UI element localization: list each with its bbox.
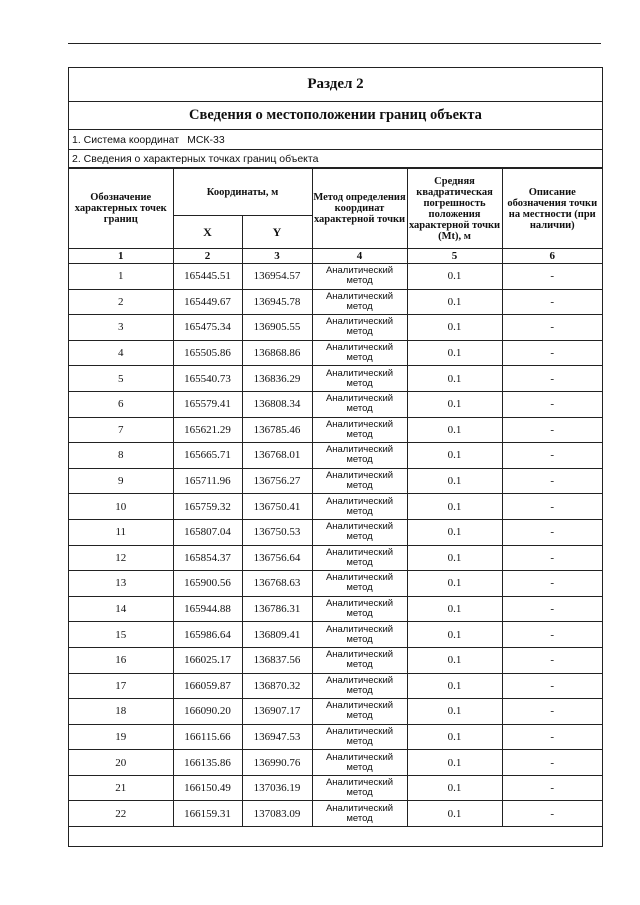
coord-x: 165449.67 xyxy=(173,289,242,315)
method-line: метод xyxy=(346,300,373,312)
point-number: 13 xyxy=(69,571,173,597)
method-line: Аналитический xyxy=(325,777,394,789)
coord-x: 166090.20 xyxy=(173,699,242,725)
blank-cell xyxy=(69,827,602,847)
method-cell xyxy=(312,264,407,290)
column-number: 4 xyxy=(312,249,407,264)
point-number: 9 xyxy=(69,468,173,494)
point-description: - xyxy=(502,647,602,673)
table-row xyxy=(69,340,602,366)
accuracy-mt: 0.1 xyxy=(407,289,502,315)
table-row xyxy=(69,417,602,443)
coord-x: 165579.41 xyxy=(173,391,242,417)
coord-y: 136809.41 xyxy=(242,622,312,648)
point-number: 12 xyxy=(69,545,173,571)
method-line: Аналитический xyxy=(325,725,394,737)
point-number: 20 xyxy=(69,750,173,776)
accuracy-mt: 0.1 xyxy=(407,417,502,443)
coord-x: 166135.86 xyxy=(173,750,242,776)
method-cell xyxy=(312,545,407,571)
table-row xyxy=(69,494,602,520)
point-description: - xyxy=(502,724,602,750)
accuracy-mt: 0.1 xyxy=(407,443,502,469)
method-cell xyxy=(312,391,407,417)
coord-system-line xyxy=(69,130,602,150)
coord-x: 166150.49 xyxy=(173,775,242,801)
method-line: Аналитический xyxy=(325,674,394,686)
accuracy-mt: 0.1 xyxy=(407,724,502,750)
point-description: - xyxy=(502,519,602,545)
method-cell xyxy=(312,417,407,443)
coord-y: 136947.53 xyxy=(242,724,312,750)
point-number: 3 xyxy=(69,315,173,341)
method-cell xyxy=(312,366,407,392)
coord-x: 165540.73 xyxy=(173,366,242,392)
coord-y: 136750.53 xyxy=(242,519,312,545)
document-frame xyxy=(68,67,603,847)
accuracy-mt: 0.1 xyxy=(407,519,502,545)
table-row xyxy=(69,622,602,648)
method-line: Аналитический xyxy=(325,342,394,354)
method-line: Аналитический xyxy=(325,444,394,456)
coord-x: 166159.31 xyxy=(173,801,242,827)
table-row xyxy=(69,673,602,699)
point-description: - xyxy=(502,673,602,699)
point-number: 14 xyxy=(69,596,173,622)
method-line: метод xyxy=(346,428,373,440)
table-row xyxy=(69,724,602,750)
point-description: - xyxy=(502,699,602,725)
header-description: Описание обозначения точки на местности (при наличии) xyxy=(502,169,602,249)
table-row xyxy=(69,775,602,801)
coord-system-value: МСК-33 xyxy=(187,133,225,146)
accuracy-mt: 0.1 xyxy=(407,673,502,699)
method-line: Аналитический xyxy=(325,572,394,584)
method-cell xyxy=(312,494,407,520)
coord-x: 165711.96 xyxy=(173,468,242,494)
point-number: 10 xyxy=(69,494,173,520)
section-title: Раздел 2 xyxy=(69,68,602,102)
accuracy-mt: 0.1 xyxy=(407,571,502,597)
table-row xyxy=(69,443,602,469)
coord-system-label: 1. Система координат xyxy=(72,133,180,146)
method-cell xyxy=(312,750,407,776)
point-description: - xyxy=(502,801,602,827)
coord-x: 165505.86 xyxy=(173,340,242,366)
column-number: 6 xyxy=(502,249,602,264)
table-row xyxy=(69,647,602,673)
point-description: - xyxy=(502,545,602,571)
coord-y: 137036.19 xyxy=(242,775,312,801)
method-cell xyxy=(312,673,407,699)
coord-y: 136836.29 xyxy=(242,366,312,392)
method-line: метод xyxy=(346,505,373,517)
table-row xyxy=(69,391,602,417)
method-cell xyxy=(312,315,407,341)
method-line: Аналитический xyxy=(325,393,394,405)
coord-y: 136768.63 xyxy=(242,571,312,597)
accuracy-mt: 0.1 xyxy=(407,596,502,622)
coord-y: 136868.86 xyxy=(242,340,312,366)
table-row xyxy=(69,264,602,290)
header-x: X xyxy=(173,216,242,249)
method-cell xyxy=(312,775,407,801)
method-cell xyxy=(312,622,407,648)
accuracy-mt: 0.1 xyxy=(407,340,502,366)
method-line: метод xyxy=(346,582,373,594)
method-line: Аналитический xyxy=(325,598,394,610)
table-row xyxy=(69,289,602,315)
accuracy-mt: 0.1 xyxy=(407,699,502,725)
coord-x: 166115.66 xyxy=(173,724,242,750)
method-line: Аналитический xyxy=(325,546,394,558)
method-line: метод xyxy=(346,326,373,338)
accuracy-mt: 0.1 xyxy=(407,315,502,341)
points-heading: 2. Сведения о характерных точках границ объекта xyxy=(69,150,602,168)
method-line: метод xyxy=(346,352,373,364)
accuracy-mt: 0.1 xyxy=(407,647,502,673)
coord-y: 136756.27 xyxy=(242,468,312,494)
coord-y: 136945.78 xyxy=(242,289,312,315)
table-row xyxy=(69,519,602,545)
coord-x: 165854.37 xyxy=(173,545,242,571)
table-row xyxy=(69,750,602,776)
point-number: 21 xyxy=(69,775,173,801)
method-line: метод xyxy=(346,377,373,389)
coord-y: 136786.31 xyxy=(242,596,312,622)
accuracy-mt: 0.1 xyxy=(407,366,502,392)
table-row xyxy=(69,596,602,622)
table-row xyxy=(69,571,602,597)
coord-y: 136954.57 xyxy=(242,264,312,290)
method-line: Аналитический xyxy=(325,290,394,302)
point-description: - xyxy=(502,391,602,417)
point-description: - xyxy=(502,315,602,341)
method-line: Аналитический xyxy=(325,751,394,763)
header-coords: Координаты, м xyxy=(173,169,312,216)
method-line: Аналитический xyxy=(325,623,394,635)
coord-y: 136870.32 xyxy=(242,673,312,699)
accuracy-mt: 0.1 xyxy=(407,750,502,776)
point-description: - xyxy=(502,443,602,469)
method-line: метод xyxy=(346,633,373,645)
coord-x: 165445.51 xyxy=(173,264,242,290)
point-number: 7 xyxy=(69,417,173,443)
point-number: 19 xyxy=(69,724,173,750)
method-line: метод xyxy=(346,684,373,696)
coord-x: 165621.29 xyxy=(173,417,242,443)
point-description: - xyxy=(502,468,602,494)
coord-x: 165944.88 xyxy=(173,596,242,622)
method-line: метод xyxy=(346,735,373,747)
accuracy-mt: 0.1 xyxy=(407,622,502,648)
column-number: 2 xyxy=(173,249,242,264)
header-error: Средняя квадратическая погрешность положения характерной точки (Mt), м xyxy=(407,169,502,249)
point-description: - xyxy=(502,340,602,366)
column-number-row xyxy=(69,249,602,264)
column-number: 5 xyxy=(407,249,502,264)
top-rule xyxy=(68,43,601,44)
coord-y: 136907.17 xyxy=(242,699,312,725)
accuracy-mt: 0.1 xyxy=(407,468,502,494)
point-number: 6 xyxy=(69,391,173,417)
point-number: 22 xyxy=(69,801,173,827)
coord-y: 136990.76 xyxy=(242,750,312,776)
column-number: 3 xyxy=(242,249,312,264)
coord-x: 165759.32 xyxy=(173,494,242,520)
method-line: метод xyxy=(346,659,373,671)
method-line: Аналитический xyxy=(325,418,394,430)
point-description: - xyxy=(502,750,602,776)
table-row xyxy=(69,468,602,494)
header-point: Обозначение характерных точек границ xyxy=(69,169,173,249)
method-cell xyxy=(312,519,407,545)
method-cell xyxy=(312,699,407,725)
method-cell xyxy=(312,571,407,597)
point-number: 5 xyxy=(69,366,173,392)
method-cell xyxy=(312,596,407,622)
header-y: Y xyxy=(242,216,312,249)
coord-x: 165475.34 xyxy=(173,315,242,341)
coord-y: 136750.41 xyxy=(242,494,312,520)
point-description: - xyxy=(502,596,602,622)
point-description: - xyxy=(502,289,602,315)
method-line: Аналитический xyxy=(325,649,394,661)
point-description: - xyxy=(502,622,602,648)
accuracy-mt: 0.1 xyxy=(407,545,502,571)
method-cell xyxy=(312,468,407,494)
header-method: Метод определения координат характерной точки xyxy=(312,169,407,249)
accuracy-mt: 0.1 xyxy=(407,391,502,417)
coord-x: 166059.87 xyxy=(173,673,242,699)
method-line: Аналитический xyxy=(325,316,394,328)
method-line: метод xyxy=(346,531,373,543)
coord-x: 165665.71 xyxy=(173,443,242,469)
method-line: Аналитический xyxy=(325,495,394,507)
points-table xyxy=(69,168,602,846)
method-line: метод xyxy=(346,275,373,287)
blank-row xyxy=(69,827,602,847)
method-line: метод xyxy=(346,710,373,722)
accuracy-mt: 0.1 xyxy=(407,775,502,801)
point-description: - xyxy=(502,571,602,597)
coord-x: 166025.17 xyxy=(173,647,242,673)
point-description: - xyxy=(502,417,602,443)
method-line: Аналитический xyxy=(325,265,394,277)
coord-y: 136785.46 xyxy=(242,417,312,443)
method-cell xyxy=(312,289,407,315)
coord-x: 165986.64 xyxy=(173,622,242,648)
accuracy-mt: 0.1 xyxy=(407,264,502,290)
table-row xyxy=(69,545,602,571)
method-line: метод xyxy=(346,787,373,799)
method-line: метод xyxy=(346,454,373,466)
method-cell xyxy=(312,443,407,469)
method-line: Аналитический xyxy=(325,802,394,814)
method-line: Аналитический xyxy=(325,521,394,533)
coord-y: 136837.56 xyxy=(242,647,312,673)
table-row xyxy=(69,315,602,341)
point-description: - xyxy=(502,366,602,392)
method-line: метод xyxy=(346,761,373,773)
method-line: метод xyxy=(346,480,373,492)
point-description: - xyxy=(502,494,602,520)
point-number: 4 xyxy=(69,340,173,366)
point-number: 11 xyxy=(69,519,173,545)
coord-y: 136808.34 xyxy=(242,391,312,417)
point-description: - xyxy=(502,775,602,801)
method-cell xyxy=(312,647,407,673)
method-cell xyxy=(312,340,407,366)
method-line: метод xyxy=(346,608,373,620)
coord-x: 165807.04 xyxy=(173,519,242,545)
point-number: 18 xyxy=(69,699,173,725)
coord-y: 137083.09 xyxy=(242,801,312,827)
method-line: Аналитический xyxy=(325,700,394,712)
table-row xyxy=(69,801,602,827)
point-number: 17 xyxy=(69,673,173,699)
point-number: 15 xyxy=(69,622,173,648)
point-number: 16 xyxy=(69,647,173,673)
coord-x: 165900.56 xyxy=(173,571,242,597)
method-line: Аналитический xyxy=(325,470,394,482)
method-line: метод xyxy=(346,556,373,568)
method-line: метод xyxy=(346,403,373,415)
point-description: - xyxy=(502,264,602,290)
method-cell xyxy=(312,801,407,827)
section-subtitle: Сведения о местоположении границ объекта xyxy=(69,102,602,130)
point-number: 1 xyxy=(69,264,173,290)
table-row xyxy=(69,699,602,725)
coord-y: 136905.55 xyxy=(242,315,312,341)
column-number: 1 xyxy=(69,249,173,264)
point-number: 2 xyxy=(69,289,173,315)
coord-y: 136768.01 xyxy=(242,443,312,469)
accuracy-mt: 0.1 xyxy=(407,801,502,827)
point-number: 8 xyxy=(69,443,173,469)
method-line: метод xyxy=(346,812,373,824)
accuracy-mt: 0.1 xyxy=(407,494,502,520)
method-line: Аналитический xyxy=(325,367,394,379)
coord-y: 136756.64 xyxy=(242,545,312,571)
table-row xyxy=(69,366,602,392)
method-cell xyxy=(312,724,407,750)
